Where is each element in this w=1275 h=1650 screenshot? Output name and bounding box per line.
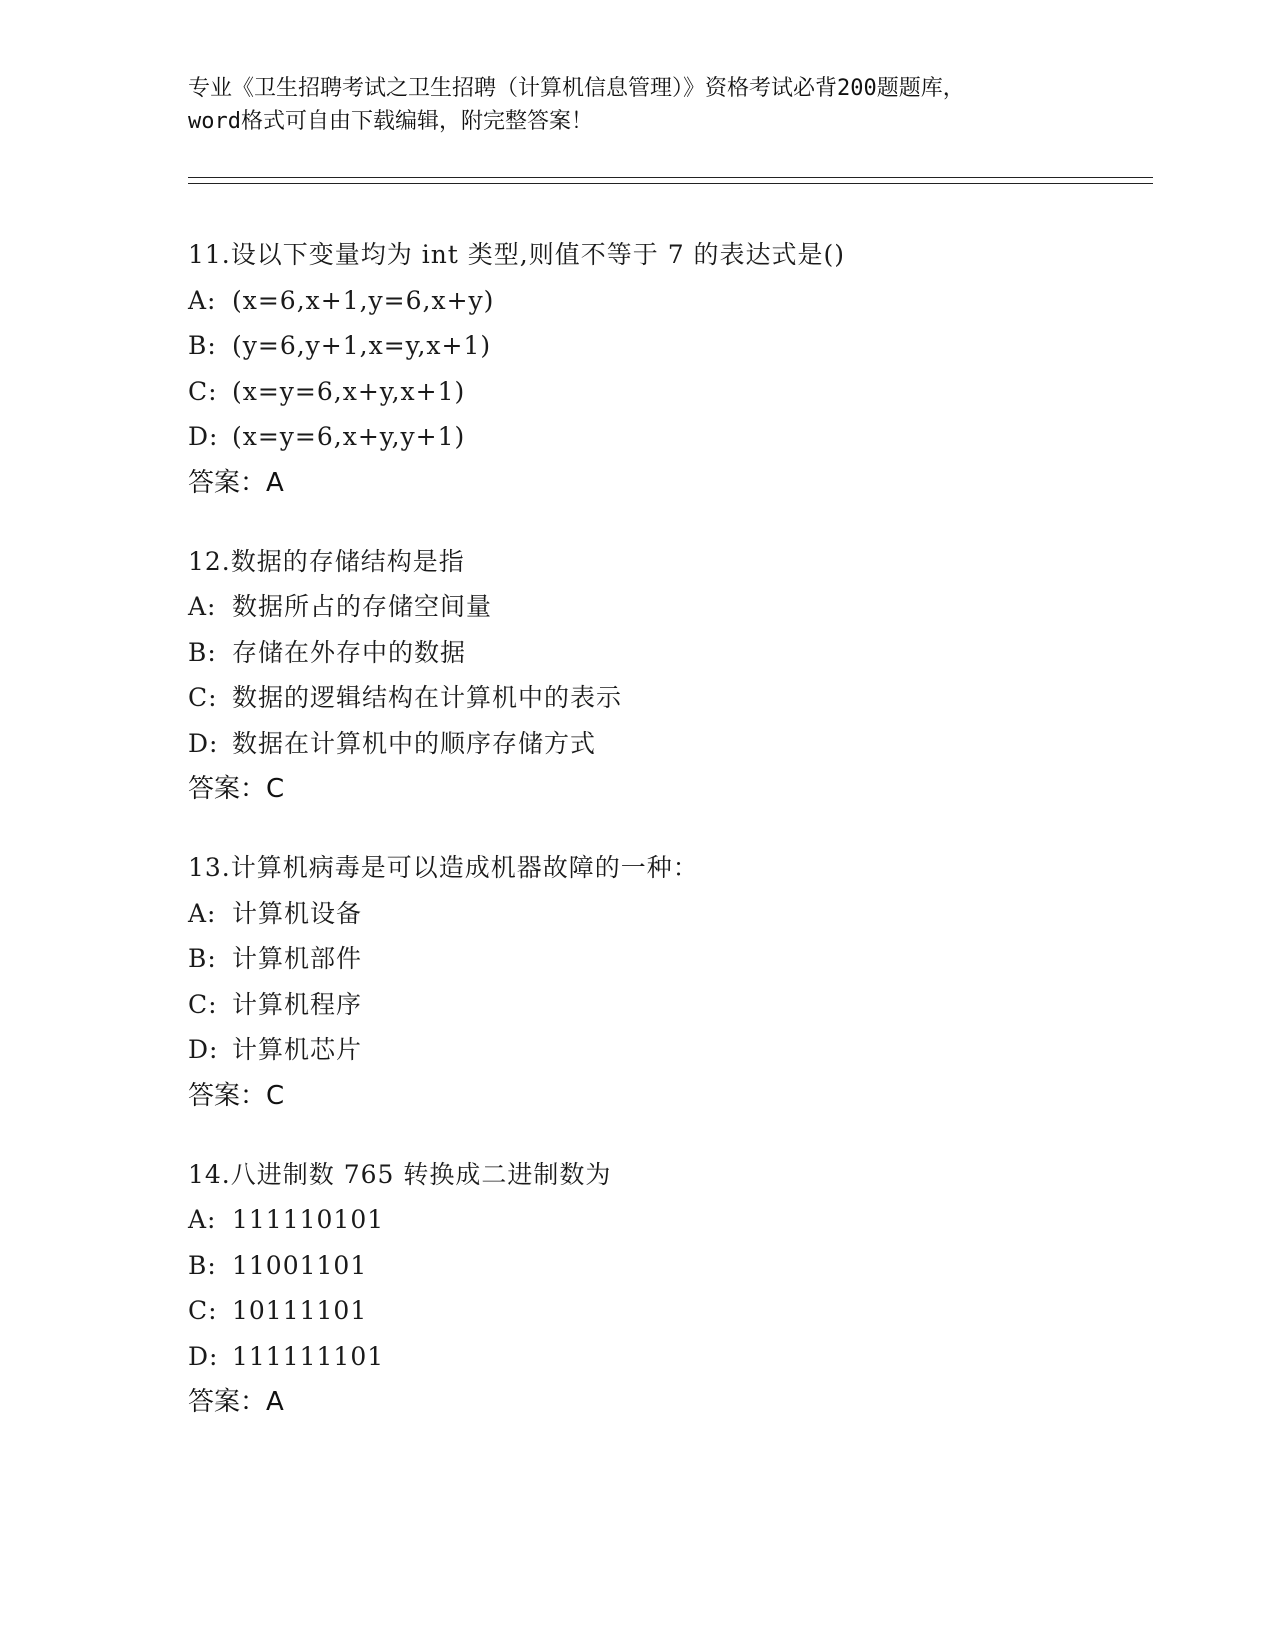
option-letter: A: [188, 898, 217, 928]
question-14 [188, 1152, 1148, 1426]
question-number: 13. [188, 853, 231, 882]
option-a [188, 584, 1148, 630]
option-letter: B: [188, 637, 217, 667]
question-list [188, 232, 1148, 1458]
option-letter: C: [188, 683, 218, 712]
option-d [188, 1027, 1148, 1073]
answer-line: 答案：A [188, 467, 284, 498]
header-double-rule [188, 177, 1153, 184]
answer-line: 答案：C [188, 774, 285, 804]
option-c [188, 369, 1148, 415]
option-text: 计算机设备 [232, 898, 363, 928]
option-text: (x=6,x+1,y=6,x+y) [232, 285, 495, 315]
option-letter: B: [188, 1250, 217, 1280]
option-text: 数据所占的存储空间量 [232, 592, 493, 621]
option-b [188, 323, 1148, 369]
option-b [188, 630, 1148, 676]
question-stem [188, 232, 1148, 278]
option-text: 111111101 [232, 1341, 385, 1371]
option-c [188, 675, 1148, 721]
option-c [188, 982, 1148, 1028]
option-letter: D: [188, 1035, 219, 1064]
question-stem [188, 1152, 1148, 1198]
option-a [188, 891, 1148, 937]
document-header [188, 72, 1148, 138]
option-text: (x=y=6,x+y,y+1) [232, 422, 466, 451]
option-text: (y=6,y+1,x=y,x+1) [232, 331, 492, 360]
option-a [188, 278, 1148, 324]
answer-line: 答案：A [188, 1387, 284, 1417]
option-text: 111110101 [232, 1205, 385, 1234]
option-text: 计算机程序 [232, 989, 363, 1019]
question-number: 12. [188, 546, 231, 576]
option-letter: A: [188, 1205, 217, 1234]
question-11 [188, 232, 1148, 506]
option-letter: A: [188, 285, 217, 315]
option-letter: A: [188, 592, 217, 621]
option-letter: B: [188, 944, 217, 973]
option-b [188, 1243, 1148, 1289]
option-text: 10111101 [232, 1296, 368, 1325]
option-letter: C: [188, 1296, 218, 1325]
option-d [188, 1334, 1148, 1380]
option-text: 计算机部件 [232, 944, 363, 973]
question-text: 八进制数 765 转换成二进制数为 [230, 1159, 612, 1189]
option-d [188, 721, 1148, 767]
option-b [188, 936, 1148, 982]
option-text: 11001101 [232, 1250, 368, 1280]
question-stem [188, 845, 1148, 891]
question-12 [188, 539, 1148, 813]
option-text: 数据的逻辑结构在计算机中的表示 [232, 683, 623, 712]
option-letter: D: [188, 728, 219, 758]
option-d [188, 414, 1148, 460]
option-text: 计算机芯片 [232, 1035, 363, 1064]
header-title-line-1: 专业《卫生招聘考试之卫生招聘（计算机信息管理）》资格考试必背200题题库， [188, 76, 965, 101]
option-letter: D: [188, 1341, 219, 1371]
option-text: 存储在外存中的数据 [232, 637, 467, 667]
header-title-line-2: word格式可自由下载编辑，附完整答案！ [188, 109, 593, 134]
question-stem [188, 539, 1148, 585]
answer-line: 答案：C [188, 1080, 285, 1111]
question-text: 数据的存储结构是指 [230, 546, 465, 576]
option-text: 数据在计算机中的顺序存储方式 [232, 728, 597, 758]
option-text: (x=y=6,x+y,x+1) [232, 376, 466, 406]
option-c [188, 1288, 1148, 1334]
option-letter: C: [188, 376, 218, 406]
option-letter: C: [188, 989, 218, 1019]
question-number: 14. [188, 1159, 231, 1189]
option-letter: D: [188, 422, 219, 451]
question-13 [188, 845, 1148, 1119]
question-text: 设以下变量均为 int 类型,则值不等于 7 的表达式是() [230, 240, 846, 269]
question-number: 11. [188, 240, 231, 269]
question-text: 计算机病毒是可以造成机器故障的一种： [230, 853, 699, 882]
option-a [188, 1197, 1148, 1243]
option-letter: B: [188, 331, 217, 360]
